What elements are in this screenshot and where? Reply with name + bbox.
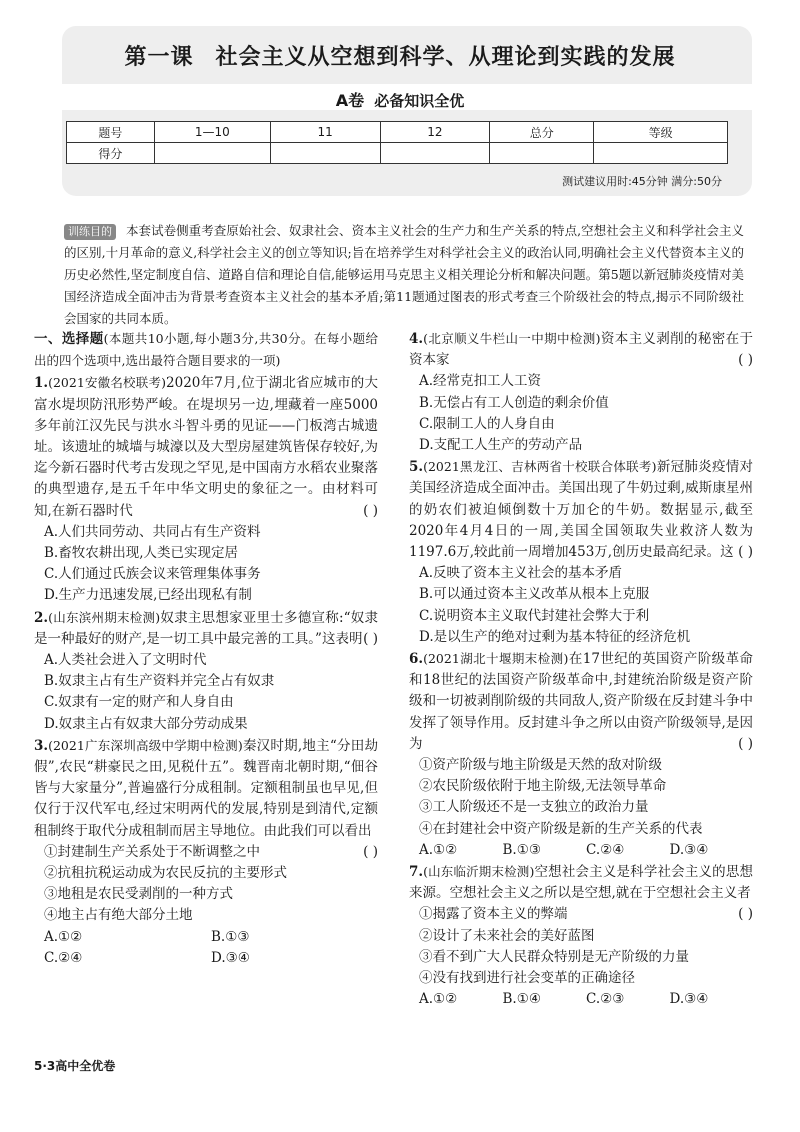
lesson-label: 第一课: [124, 44, 194, 70]
statement-1: ①资产阶级与地主阶级是天然的敌对阶级: [419, 757, 662, 774]
time-note: 测试建议用时:45分钟 满分:50分: [562, 175, 722, 188]
statement-3: ③地租是农民受剥削的一种方式: [44, 886, 233, 903]
question-number: 6.: [409, 651, 424, 668]
question-number: 1.: [34, 375, 49, 392]
option-c[interactable]: C.人们通过氏族会议来管理集体事务: [44, 566, 261, 583]
section-heading: [34, 328, 378, 372]
option-a[interactable]: A.人们共同劳动、共同占有生产资料: [44, 523, 261, 540]
question-stem: 新冠肺炎疫情对美国经济造成全面冲击。美国出现了牛奶过剩,威斯康星州的奶农们被迫倾倒数十万加仑的牛奶。数据显示,截至2020年4月4日的一周,美国全国领取失业救济人数为1197.6万,较此前一周增加453万,创历史最高纪录。这: [409, 459, 753, 561]
answer-paren[interactable]: ( ): [363, 502, 378, 519]
option-d[interactable]: D.生产力迅速发展,已经出现私有制: [44, 587, 252, 604]
question-source: (北京顺义牛栏山一中期中检测): [423, 331, 601, 346]
subtitle: [0, 88, 800, 111]
question-5: [409, 456, 753, 563]
question-stem: 2020年7月,位于湖北省应城市的大富水堤坝防汛形势严峻。在堤坝另一边,埋藏着一座5000多年前江汉先民与洪水斗智斗勇的见证——门板湾古城遗址。该遗址的城墙与城濠以及大型房屋建筑皆保存较好,为迄今新石器时代考古发现之罕见,是中国南方水稻农业聚落的典型遗存,是五千年中华文明史的象征之一。由材料可知,在新石器时代: [34, 375, 378, 519]
question-source: (2021黑龙江、吉林两省十校联合体联考): [423, 459, 657, 475]
score-table-header-row: [67, 122, 728, 143]
header-cell: 1—10: [154, 122, 270, 143]
volume-label: A卷: [335, 91, 365, 110]
question-source: (山东滨州期末检测): [48, 609, 161, 625]
question-number: 4.: [409, 331, 424, 347]
section-desc: (本题共10小题,每小题3分,共30分。在每小题给出的四个选项中,选出最符合题目要求的一项): [34, 331, 379, 369]
option-c[interactable]: C.②④: [44, 949, 83, 966]
header-cell: 12: [380, 122, 490, 143]
question-source: (2021广东深圳高级中学期中检测): [48, 737, 243, 753]
score-input-cell[interactable]: [154, 143, 270, 164]
statement-4: ④没有找到进行社会变革的正确途径: [419, 970, 635, 987]
score-label-cell: 得分: [67, 143, 155, 164]
header-cell: 题号: [67, 122, 155, 143]
statement-4: ④在封建社会中资产阶级是新的生产关系的代表: [419, 820, 703, 837]
option-c[interactable]: C.②④: [586, 841, 625, 858]
option-a[interactable]: A.①②: [44, 928, 83, 945]
right-column: [409, 328, 753, 1011]
question-stem: 资本主义剥削的秘密在于资本家: [409, 331, 753, 369]
option-a[interactable]: A.①②: [419, 841, 458, 858]
option-d[interactable]: D.奴隶主占有奴隶大部分劳动成果: [44, 715, 248, 732]
training-purpose: [64, 220, 744, 330]
header-cell: 等级: [594, 122, 728, 143]
statement-1: ①揭露了资本主义的弊端: [419, 906, 568, 923]
answer-paren[interactable]: ( ): [738, 906, 753, 923]
question-4: [409, 328, 753, 371]
score-input-cell[interactable]: [594, 143, 728, 164]
score-input-cell[interactable]: [490, 143, 594, 164]
option-d[interactable]: D.是以生产的绝对过剩为基本特征的经济危机: [419, 628, 691, 645]
header-cell: 11: [270, 122, 380, 143]
answer-paren[interactable]: ( ): [363, 843, 378, 860]
option-c[interactable]: C.说明资本主义取代封建社会弊大于利: [419, 607, 650, 624]
lesson-title: 社会主义从空想到科学、从理论到实践的发展: [215, 44, 676, 70]
statement-4: ④地主占有绝大部分土地: [44, 907, 193, 924]
question-number: 3.: [34, 737, 49, 754]
answer-paren[interactable]: ( ): [738, 352, 753, 369]
question-stem: 奴隶主思想家亚里士多德宣称:“奴隶是一种最好的财产,是一切工具中最完善的工具。”这表明: [34, 609, 378, 647]
option-d[interactable]: D.③④: [669, 841, 709, 858]
option-a[interactable]: A.反映了资本主义社会的基本矛盾: [419, 565, 623, 582]
header-cell: 总分: [490, 122, 594, 143]
option-b[interactable]: B.畜牧农耕出现,人类已实现定居: [44, 545, 239, 562]
statement-3: ③看不到广大人民群众特别是无产阶级的力量: [419, 948, 689, 965]
option-d[interactable]: D.支配工人生产的劳动产品: [419, 437, 583, 454]
statement-1: ①封建制生产关系处于不断调整之中: [44, 843, 260, 860]
option-b[interactable]: B.无偿占有工人创造的剩余价值: [419, 394, 609, 411]
question-stem: 空想社会主义是科学社会主义的思想来源。空想社会主义之所以是空想,就在于空想社会主义者: [409, 864, 753, 902]
question-stem: 在17世纪的英国资产阶级革命和18世纪的法国资产阶级革命中,封建统治阶级是资产阶级和一切被剥削阶级的共同敌人,资产阶级在反封建斗争中发挥了领导作用。反封建斗争之所以由资产阶级领导,是因为: [409, 651, 753, 752]
options-row: [34, 948, 378, 969]
question-source: (2021安徽名校联考): [48, 375, 167, 391]
answer-paren[interactable]: ( ): [738, 544, 753, 561]
question-number: 5.: [409, 459, 424, 476]
option-b[interactable]: B.①④: [502, 991, 541, 1008]
statement-2: ②农民阶级依附于地主阶级,无法领导革命: [419, 778, 667, 795]
footer-brand: 5·3高中全优卷: [34, 1059, 116, 1073]
statement-3: ③工人阶级还不是一支独立的政治力量: [419, 799, 649, 816]
statement-2: ②设计了未来社会的美好蓝图: [419, 927, 595, 944]
training-purpose-badge: 训练目的: [64, 224, 116, 240]
training-purpose-text: 本套试卷侧重考查原始社会、奴隶社会、资本主义社会的生产力和生产关系的特点,空想社会主义和科学社会主义的区别,十月革命的意义,科学社会主义的创立等知识;旨在培养学生对科学社会主义的政治认同,明确社会主义代替资本主义的历史必然性,坚定制度自信、道路自信和理论自信,能够运用马克思主义相关理论分析和解决问题。第5题以新冠肺炎疫情对美国经济造成全面冲击为背景考查资本主义社会的基本矛盾;第11题通过图表的形式考查三个阶级社会的特点,揭示不同阶级社会国家的共同本质。: [64, 223, 744, 326]
score-table: [66, 121, 728, 164]
options-row: [34, 927, 378, 948]
score-input-cell[interactable]: [380, 143, 490, 164]
subtitle-text: 必备知识全优: [374, 92, 465, 110]
score-input-cell[interactable]: [270, 143, 380, 164]
section-title: 一、选择题: [34, 331, 104, 347]
question-stem: 秦汉时期,地主“分田劫假”,农民“耕豪民之田,见税什五”。魏晋南北朝时期,“佃谷皆与大家量分”,普遍盛行分成租制。定额租制虽也早见,但仅行于汉代军屯,经过宋明两代的发展,特别是到清代,定额租制终于取代分成租制而居主导地位。由此我们可以看出: [34, 737, 378, 839]
option-c[interactable]: C.奴隶有一定的财产和人身自由: [44, 694, 234, 711]
question-number: 7.: [409, 864, 424, 881]
question-source: (2021湖北十堰期末检测): [423, 651, 569, 667]
options-row: [409, 989, 753, 1010]
option-d[interactable]: D.③④: [211, 949, 250, 966]
page-title: [0, 40, 800, 71]
option-a[interactable]: A.①②: [419, 991, 458, 1008]
question-number: 2.: [34, 609, 49, 626]
question-1: [34, 372, 378, 521]
left-column: [34, 328, 378, 969]
option-d[interactable]: D.③④: [669, 991, 709, 1008]
question-2: [34, 607, 378, 650]
option-b[interactable]: B.①③: [502, 841, 541, 858]
option-a[interactable]: A.经常克扣工人工资: [419, 373, 542, 390]
answer-paren[interactable]: ( ): [363, 630, 378, 647]
statement-2: ②抗租抗税运动成为农民反抗的主要形式: [44, 865, 287, 882]
option-b[interactable]: B.可以通过资本主义改革从根本上克服: [419, 586, 650, 603]
question-6: [409, 648, 753, 755]
question-source: (山东临沂期末检测): [423, 864, 535, 880]
score-table-score-row: [67, 143, 728, 164]
option-b[interactable]: B.奴隶主占有生产资料并完全占有奴隶: [44, 673, 275, 690]
option-a[interactable]: A.人类社会进入了文明时代: [44, 652, 207, 669]
option-b[interactable]: B.①③: [211, 928, 250, 945]
answer-paren[interactable]: ( ): [738, 735, 753, 752]
options-row: [409, 840, 753, 861]
option-c[interactable]: C.②③: [586, 991, 625, 1008]
option-c[interactable]: C.限制工人的人身自由: [419, 415, 555, 432]
